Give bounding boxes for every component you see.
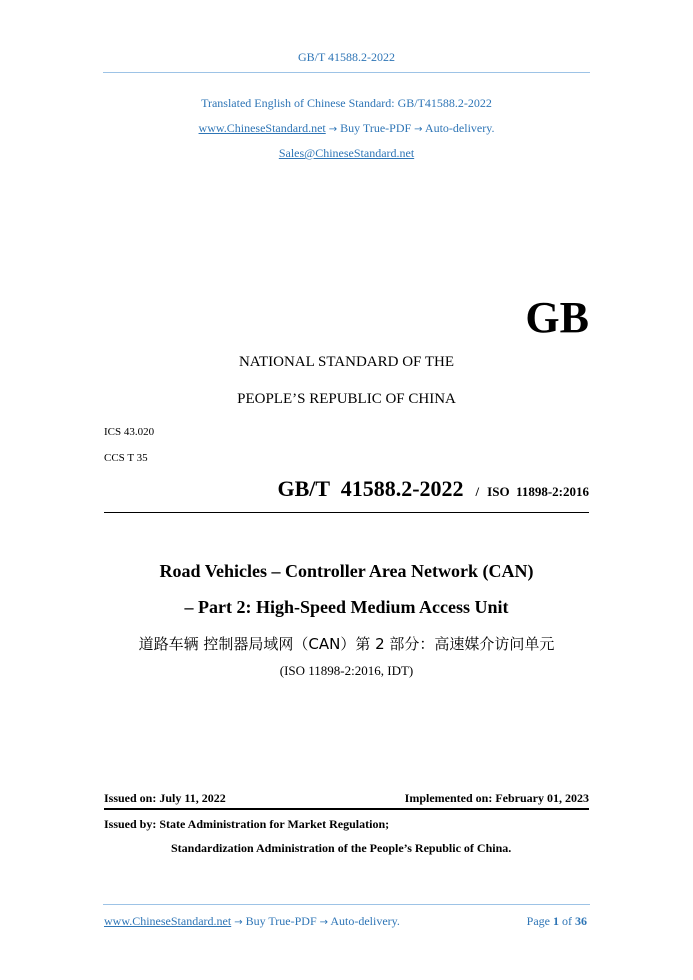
title-line2: – Part 2: High-Speed Medium Access Unit (184, 597, 509, 617)
standard-number: GB/T 41588.2-2022 (277, 476, 464, 501)
site-link[interactable]: www.ChineseStandard.net (198, 121, 326, 135)
email-line (0, 146, 693, 161)
standard-divider (104, 512, 589, 513)
running-header: GB/T 41588.2-2022 (297, 50, 396, 64)
arrow-right-icon: → (414, 124, 423, 135)
footer-delivery-text: Auto-delivery. (330, 914, 400, 928)
footer-buy-text: Buy True-PDF (245, 914, 317, 928)
arrow-right-icon: → (328, 124, 338, 135)
page-total: 36 (575, 914, 587, 928)
ccs-code: CCS T 35 (104, 452, 148, 464)
gb-logo: GB (525, 293, 589, 342)
arrow-right-icon: → (319, 917, 329, 928)
issue-divider (104, 808, 589, 810)
issued-by-line1: Issued by: State Administration for Market Regulation; (104, 817, 390, 831)
page-number: 1 (553, 914, 559, 928)
header-divider (103, 72, 590, 73)
buy-text: Buy True-PDF (340, 121, 412, 135)
implemented-on: Implemented on: February 01, 2023 (404, 791, 589, 805)
standard-number-line (278, 476, 589, 502)
title-line1: Road Vehicles – Controller Area Network (CAN) (159, 561, 534, 581)
issued-by-line2: Standardization Administration of the People’s Republic of China. (171, 841, 512, 855)
sales-email-link[interactable]: Sales@ChineseStandard.net (278, 146, 415, 160)
ics-code: ICS 43.020 (104, 426, 155, 438)
standard-separator: / (475, 484, 480, 499)
issued-on: Issued on: July 11, 2022 (104, 791, 226, 805)
national-standard-line1: NATIONAL STANDARD OF THE (238, 354, 455, 370)
footer-divider (103, 904, 590, 905)
iso-number: ISO 11898-2:2016 (487, 484, 589, 499)
page-indicator (527, 914, 587, 929)
page-word: Page (526, 914, 550, 928)
of-word: of (562, 914, 572, 928)
delivery-text: Auto-delivery. (424, 121, 495, 135)
footer-promo (104, 914, 400, 929)
national-standard-line2: PEOPLE’S REPUBLIC OF CHINA (237, 391, 456, 407)
idt-note: (ISO 11898-2:2016, IDT) (279, 663, 414, 678)
title-chinese: 道路车辆 控制器局域网（CAN）第 2 部分：高速媒介访问单元 (138, 635, 555, 653)
footer-site-link[interactable]: www.ChineseStandard.net (104, 914, 232, 928)
translated-notice: Translated English of Chinese Standard: GB/T41588.2-2022 (201, 96, 492, 110)
arrow-right-icon: → (234, 917, 243, 928)
promo-line (0, 121, 693, 136)
